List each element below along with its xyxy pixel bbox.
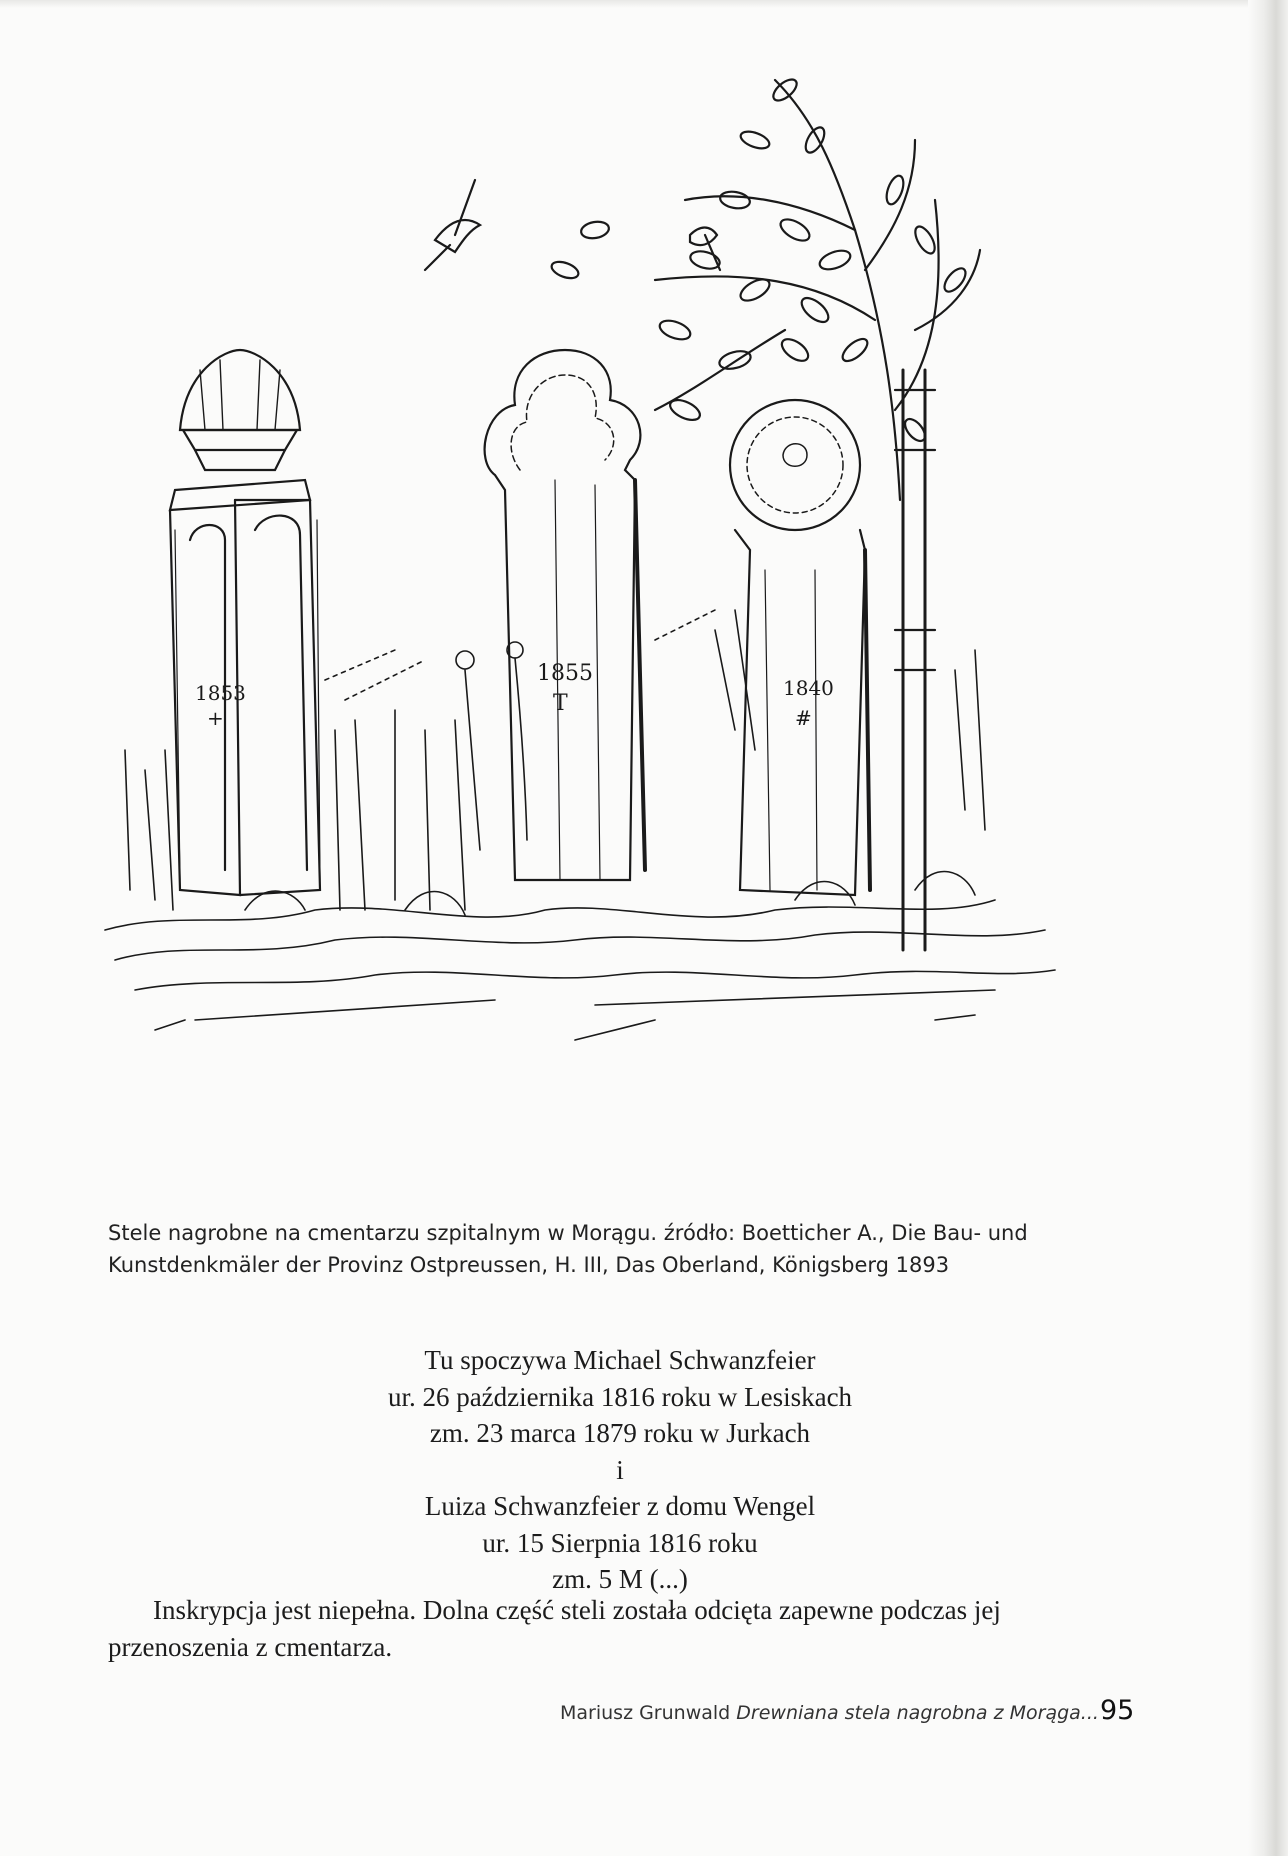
running-footer xyxy=(560,1702,1140,1724)
inscription-line: zm. 5 M (...) xyxy=(552,1564,688,1594)
footer-author: Mariusz Grunwald xyxy=(560,1702,731,1724)
left-stele xyxy=(170,350,320,895)
birds xyxy=(425,180,720,270)
stele-right-date: 1840 xyxy=(783,676,834,700)
inscription-line: Tu spoczywa Michael Schwanzfeier xyxy=(424,1345,816,1375)
inscription-transcript xyxy=(300,1342,940,1598)
page-gutter-shadow xyxy=(1248,0,1288,1856)
inscription-line: ur. 15 Sierpnia 1816 roku xyxy=(482,1527,758,1558)
right-stele xyxy=(730,400,870,895)
caption-line-1: Stele nagrobne na cmentarzu szpitalnym w Morągu. źródło: Boetticher A., Die Bau- und xyxy=(108,1221,1028,1245)
figure-caption xyxy=(108,1217,1108,1281)
stele-left-date: 1853 xyxy=(195,681,246,705)
stele-middle-date: 1855 xyxy=(537,661,593,686)
footer-title: Drewniana stela nagrobna z Morąga... xyxy=(736,1702,1099,1724)
body-paragraph xyxy=(108,1592,1158,1666)
cross-mark-right: # xyxy=(795,706,812,730)
inscription-line: ur. 26 października 1816 roku w Lesiskach xyxy=(387,1381,853,1412)
inscription-line: Luiza Schwanzfeier z domu Wengel xyxy=(424,1491,816,1521)
caption-line-2: Kunstdenkmäler der Provinz Ostpreussen, H. III, Das Oberland, Königsberg 1893 xyxy=(108,1253,950,1277)
page-top-edge xyxy=(0,0,1288,8)
paragraph-line-2: przenoszenia z cmentarza. xyxy=(108,1632,393,1662)
gravestones-illustration xyxy=(95,30,1155,1200)
paragraph-line-1: Inskrypcja jest niepełna. Dolna część steli została odcięta zapewne podczas jej xyxy=(153,1595,1001,1625)
page-number: 95 xyxy=(1100,1695,1135,1726)
tree-trunk xyxy=(895,370,935,950)
inscription-line: zm. 23 marca 1879 roku w Jurkach xyxy=(429,1418,811,1448)
inscription-line: i xyxy=(616,1454,624,1485)
cross-mark-middle: T xyxy=(553,691,568,716)
middle-stele xyxy=(485,350,645,880)
cross-mark-left: + xyxy=(207,706,224,730)
